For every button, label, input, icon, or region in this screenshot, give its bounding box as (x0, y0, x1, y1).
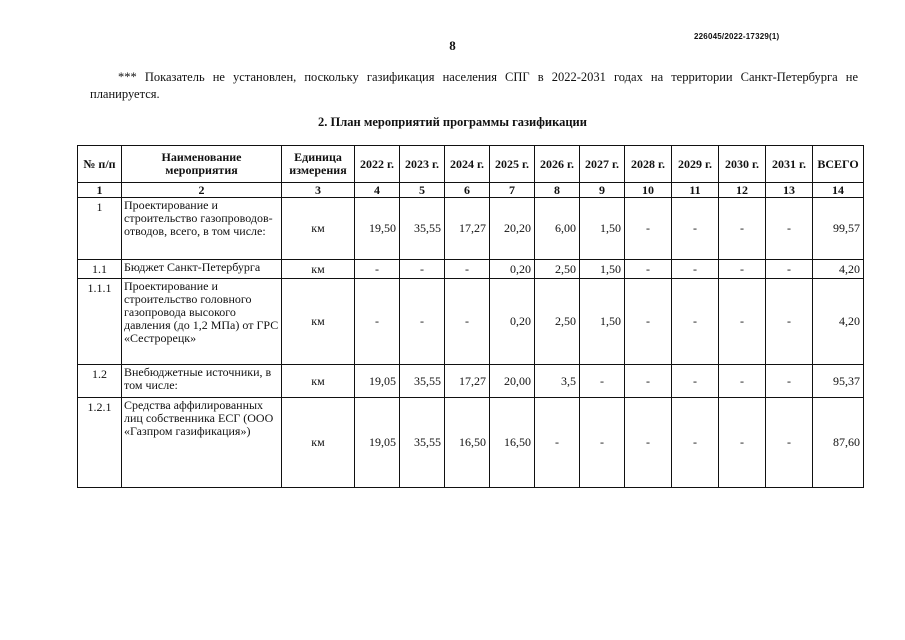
year-value: - (672, 365, 719, 398)
column-number: 7 (490, 183, 535, 198)
activity-name: Бюджет Санкт-Петербурга (122, 260, 282, 279)
year-value: 20,20 (490, 198, 535, 260)
column-number: 14 (813, 183, 864, 198)
header-cell: ВСЕГО (813, 146, 864, 183)
year-value: - (400, 279, 445, 365)
year-value: - (766, 279, 813, 365)
header-cell: 2022 г. (355, 146, 400, 183)
header-cell: Наименование мероприятия (122, 146, 282, 183)
table-body (78, 198, 864, 488)
year-value: - (625, 198, 672, 260)
year-value: 19,05 (355, 365, 400, 398)
column-number: 3 (282, 183, 355, 198)
row-number: 1.1.1 (78, 279, 122, 365)
activity-name: Средства аффилированных лиц собственника ЕСГ (ООО «Газпром газификация») (122, 398, 282, 488)
column-number: 1 (78, 183, 122, 198)
year-value: - (719, 198, 766, 260)
row-number: 1.1 (78, 260, 122, 279)
year-value: - (719, 279, 766, 365)
table-row (78, 279, 864, 365)
year-value: 20,00 (490, 365, 535, 398)
column-number: 8 (535, 183, 580, 198)
header-cell: 2028 г. (625, 146, 672, 183)
total-value: 4,20 (813, 279, 864, 365)
year-value: - (719, 365, 766, 398)
column-number-row (78, 183, 864, 198)
year-value: - (580, 365, 625, 398)
year-value: 3,5 (535, 365, 580, 398)
page-number: 8 (449, 38, 456, 53)
year-value: - (625, 279, 672, 365)
header-cell: 2031 г. (766, 146, 813, 183)
header-cell: 2024 г. (445, 146, 490, 183)
year-value: - (672, 398, 719, 488)
unit-cell: км (282, 365, 355, 398)
unit-cell: км (282, 198, 355, 260)
table-header-row (78, 146, 864, 183)
year-value: - (580, 398, 625, 488)
activity-name: Проектирование и строительство головного газопровода высокого давления (до 1,2 МПа) от ГРС «Сестрорецк» (122, 279, 282, 365)
year-value: - (672, 260, 719, 279)
row-number: 1.2.1 (78, 398, 122, 488)
activity-name: Внебюджетные источники, в том числе: (122, 365, 282, 398)
table-row (78, 198, 864, 260)
row-number: 1.2 (78, 365, 122, 398)
year-value: - (766, 398, 813, 488)
header-cell: 2027 г. (580, 146, 625, 183)
year-value: - (672, 279, 719, 365)
year-value: 17,27 (445, 198, 490, 260)
table-row (78, 365, 864, 398)
column-number: 11 (672, 183, 719, 198)
year-value: - (355, 260, 400, 279)
year-value: 0,20 (490, 260, 535, 279)
unit-cell: км (282, 398, 355, 488)
activity-name: Проектирование и строительство газопроводов-отводов, всего, в том числе: (122, 198, 282, 260)
header-cell: 2030 г. (719, 146, 766, 183)
year-value: - (445, 260, 490, 279)
year-value: 1,50 (580, 260, 625, 279)
year-value: 2,50 (535, 260, 580, 279)
year-value: 17,27 (445, 365, 490, 398)
header-cell: 2029 г. (672, 146, 719, 183)
year-value: - (719, 260, 766, 279)
year-value: 35,55 (400, 398, 445, 488)
year-value: - (535, 398, 580, 488)
year-value: 16,50 (445, 398, 490, 488)
year-value: 1,50 (580, 279, 625, 365)
unit-cell: км (282, 260, 355, 279)
year-value: - (445, 279, 490, 365)
year-value: - (672, 198, 719, 260)
year-value: - (400, 260, 445, 279)
gasification-plan-table (77, 145, 864, 488)
column-number: 13 (766, 183, 813, 198)
year-value: - (766, 365, 813, 398)
section-title: 2. План мероприятий программы газификации (318, 115, 587, 129)
year-value: 0,20 (490, 279, 535, 365)
header-cell: Единица измерения (282, 146, 355, 183)
table-row (78, 260, 864, 279)
column-number: 6 (445, 183, 490, 198)
year-value: 19,50 (355, 198, 400, 260)
year-value: 6,00 (535, 198, 580, 260)
total-value: 87,60 (813, 398, 864, 488)
year-value: 35,55 (400, 198, 445, 260)
year-value: 1,50 (580, 198, 625, 260)
column-number: 10 (625, 183, 672, 198)
total-value: 95,37 (813, 365, 864, 398)
column-number: 9 (580, 183, 625, 198)
unit-cell: км (282, 279, 355, 365)
column-number: 4 (355, 183, 400, 198)
year-value: - (625, 260, 672, 279)
year-value: - (766, 260, 813, 279)
document-id: 226045/2022-17329(1) (694, 32, 780, 41)
footnote-text: *** Показатель не установлен, поскольку газификация населения СПГ в 2022-2031 годах на территории Санкт-Петербурга не планируется. (90, 70, 858, 101)
header-cell: 2025 г. (490, 146, 535, 183)
row-number: 1 (78, 198, 122, 260)
total-value: 99,57 (813, 198, 864, 260)
header-cell: 2023 г. (400, 146, 445, 183)
year-value: - (766, 198, 813, 260)
year-value: - (625, 398, 672, 488)
column-number: 5 (400, 183, 445, 198)
year-value: 16,50 (490, 398, 535, 488)
year-value: 35,55 (400, 365, 445, 398)
header-cell: № п/п (78, 146, 122, 183)
year-value: 19,05 (355, 398, 400, 488)
column-number: 12 (719, 183, 766, 198)
year-value: - (719, 398, 766, 488)
header-cell: 2026 г. (535, 146, 580, 183)
column-number: 2 (122, 183, 282, 198)
year-value: - (625, 365, 672, 398)
year-value: 2,50 (535, 279, 580, 365)
year-value: - (355, 279, 400, 365)
total-value: 4,20 (813, 260, 864, 279)
table-row (78, 398, 864, 488)
